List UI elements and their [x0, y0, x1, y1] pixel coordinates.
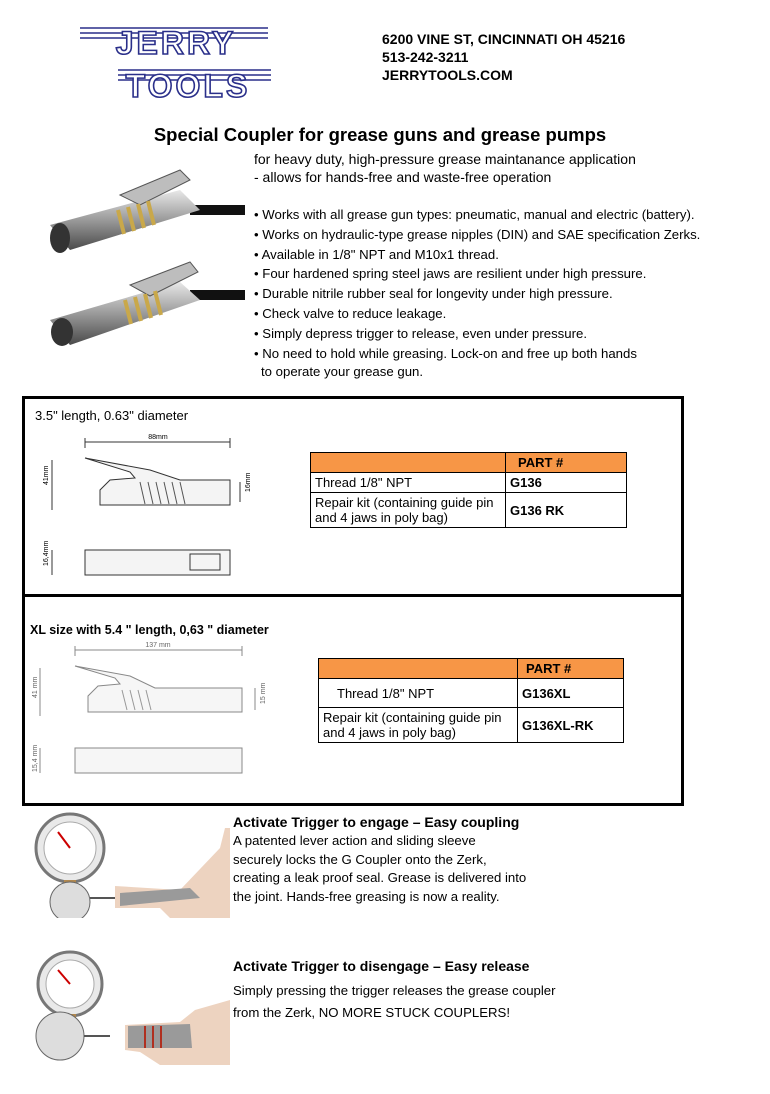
xl-spec-label: XL size with 5.4 " length, 0,63 " diameter	[30, 623, 269, 637]
feature-item: • Durable nitrile rubber seal for longevity under high pressure.	[254, 284, 700, 304]
release-gauge-photo	[20, 950, 230, 1065]
table-header-part: PART #	[518, 659, 624, 679]
table-row	[311, 493, 627, 528]
standard-technical-drawing	[40, 430, 270, 580]
table-header-row	[311, 453, 627, 473]
feature-item: • Available in 1/8" NPT and M10x1 thread.	[254, 245, 700, 265]
website-line[interactable]: JERRYTOOLS.COM	[382, 67, 513, 83]
release-line: from the Zerk, NO MORE STUCK COUPLERS!	[233, 1005, 510, 1020]
company-address-block	[382, 30, 625, 84]
logo-text-bottom: TOOLS	[125, 68, 251, 102]
feature-item: • Four hardened spring steel jaws are resilient under high pressure.	[254, 264, 700, 284]
feature-item: • No need to hold while greasing. Lock-on and free up both hands	[254, 344, 700, 364]
subtitle-line: - allows for hands-free and waste-free operation	[254, 169, 552, 185]
subtitle-line: for heavy duty, high-pressure grease maintanance application	[254, 151, 636, 167]
table-header-desc	[319, 659, 518, 679]
dimension-length: 88mm	[148, 434, 168, 441]
feature-continuation: to operate your grease gun.	[261, 364, 424, 379]
engage-line: A patented lever action and sliding sleeve	[233, 833, 476, 848]
engage-line: securely locks the G Coupler onto the Zerk,	[233, 851, 487, 867]
logo-text-top: JERRY	[115, 25, 237, 61]
part-desc: Thread 1/8" NPT	[311, 473, 506, 493]
standard-spec-label: 3.5" length, 0.63" diameter	[35, 408, 189, 423]
engage-gauge-photo	[20, 808, 230, 918]
part-desc: Thread 1/8" NPT	[319, 679, 518, 708]
part-number: G136	[506, 473, 627, 493]
engage-line: creating a leak proof seal. Grease is delivered into	[233, 870, 527, 885]
dimension-side: 16,4mm	[43, 540, 50, 566]
xl-parts-table	[318, 658, 624, 743]
table-row	[311, 473, 627, 493]
address-line: 6200 VINE ST, CINCINNATI OH 45216	[382, 31, 626, 47]
release-heading: Activate Trigger to disengage – Easy release	[233, 958, 530, 974]
page-title: Special Coupler for grease guns and grease pumps	[153, 124, 607, 145]
standard-parts-table	[310, 452, 627, 528]
part-number: G136XL-RK	[518, 708, 624, 743]
feature-item: • Works with all grease gun types: pneumatic, manual and electric (battery).	[254, 205, 700, 225]
xl-technical-drawing	[30, 638, 275, 788]
dimension-height: 41mm	[43, 465, 50, 485]
engage-line: the joint. Hands-free greasing is now a reality.	[233, 888, 500, 904]
dimension-small: 16mm	[245, 472, 252, 492]
part-number: G136XL	[518, 679, 624, 708]
table-row	[319, 708, 624, 743]
engage-description	[233, 832, 526, 906]
dimension-length: 137 mm	[145, 642, 171, 649]
engage-heading: Activate Trigger to engage – Easy coupling	[233, 814, 520, 830]
table-header-desc	[311, 453, 506, 473]
feature-item: • Works on hydraulic-type grease nipples (DIN) and SAE specification Zerks.	[254, 225, 700, 245]
phone-line: 513-242-3211	[382, 49, 469, 65]
feature-list	[254, 205, 700, 363]
coupler-product-photo	[40, 150, 245, 365]
part-desc: Repair kit (containing guide pin and 4 jaws in poly bag)	[311, 493, 506, 528]
part-desc: Repair kit (containing guide pin and 4 jaws in poly bag)	[319, 708, 518, 743]
table-header-part: PART #	[506, 453, 627, 473]
subtitle-block	[254, 150, 636, 186]
release-line: Simply pressing the trigger releases the grease coupler	[233, 983, 556, 998]
jerry-tools-logo	[78, 22, 273, 102]
table-header-row	[319, 659, 624, 679]
feature-item: • Simply depress trigger to release, even under pressure.	[254, 324, 700, 344]
dimension-side: 15,4 mm	[32, 744, 39, 772]
dimension-height: 41 mm	[32, 676, 39, 698]
feature-item: • Check valve to reduce leakage.	[254, 304, 700, 324]
release-description	[233, 980, 556, 1024]
table-row	[319, 679, 624, 708]
dimension-small: 15 mm	[260, 682, 267, 704]
part-number: G136 RK	[506, 493, 627, 528]
